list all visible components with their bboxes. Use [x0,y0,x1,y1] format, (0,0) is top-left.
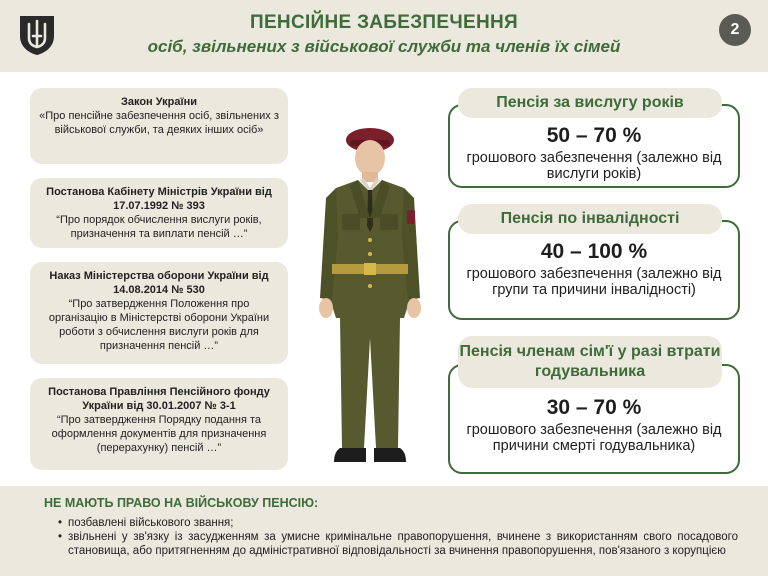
document-body: “Про затвердження Положення про організацію в Міністерстві оборони України роботи з обчислення вислуги років для призначення пенсій …” [48,298,270,352]
document-card-order-530 [30,262,288,364]
pension-percent: 40 – 100 % [540,240,648,263]
ineligibility-panel [0,486,768,576]
document-title: Постанова Правління Пенсійного фонду України від 30.01.2007 № 3-1 [48,386,270,412]
pension-card-survivor [448,336,740,476]
list-item: • звільнені у зв'язку із засудженням за умисне кримінальне правопорушення, вчинене з використанням свого посадового становища, або притягненням до адміністративної відповідальності за вчинення правопорушення, пов'язаного з корупцією [58,530,738,558]
ineligibility-title: НЕ МАЮТЬ ПРАВО НА ВІЙСЬКОВУ ПЕНСІЮ: [44,496,319,510]
pension-card-label: Пенсія членам сім'ї у разі втрати годувальника [458,336,722,388]
pension-card-label: Пенсія за вислугу років [458,88,722,118]
document-body: “Про затвердження Порядку подання та оформлення документів для призначення (перерахунку) пенсій …” [51,414,267,454]
document-card-law [30,88,288,164]
pension-card-seniority [448,86,740,188]
pension-card-label: Пенсія по інвалідності [458,204,722,234]
pension-description: грошового забезпечення (залежно від вислуги років) [466,150,722,182]
document-body: «Про пенсійне забезпечення осіб, звільнених з військової служби, та деяких інших осіб» [39,110,279,136]
document-card-pfu-resolution [30,378,288,470]
document-card-resolution-393 [30,178,288,248]
document-body: “Про порядок обчислення вислуги років, призначення та виплати пенсій …” [56,214,262,240]
document-title: Постанова Кабінету Міністрів України від 17.07.1992 № 393 [46,186,272,212]
document-title: Закон України [120,96,198,108]
page-subtitle: осіб, звільнених з військової служби та членів їх сімей [147,37,621,56]
page-number-badge: 2 [719,14,751,46]
soldier-illustration [300,118,440,478]
pension-description: грошового забезпечення (залежно від групи та причини інвалідності) [466,266,722,298]
pension-percent: 50 – 70 % [546,124,642,147]
pension-description: грошового забезпечення (залежно від причини смерті годувальника) [466,422,722,454]
list-item: • позбавлені військового звання; [58,516,738,530]
document-title: Наказ Міністерства оборони України від 14.08.2014 № 530 [49,270,269,296]
ineligibility-list [58,516,738,558]
header-banner [0,0,768,72]
pension-percent: 30 – 70 % [546,396,642,419]
pension-card-disability [448,202,740,322]
page-title: ПЕНСІЙНЕ ЗАБЕЗПЕЧЕННЯ [250,12,518,33]
